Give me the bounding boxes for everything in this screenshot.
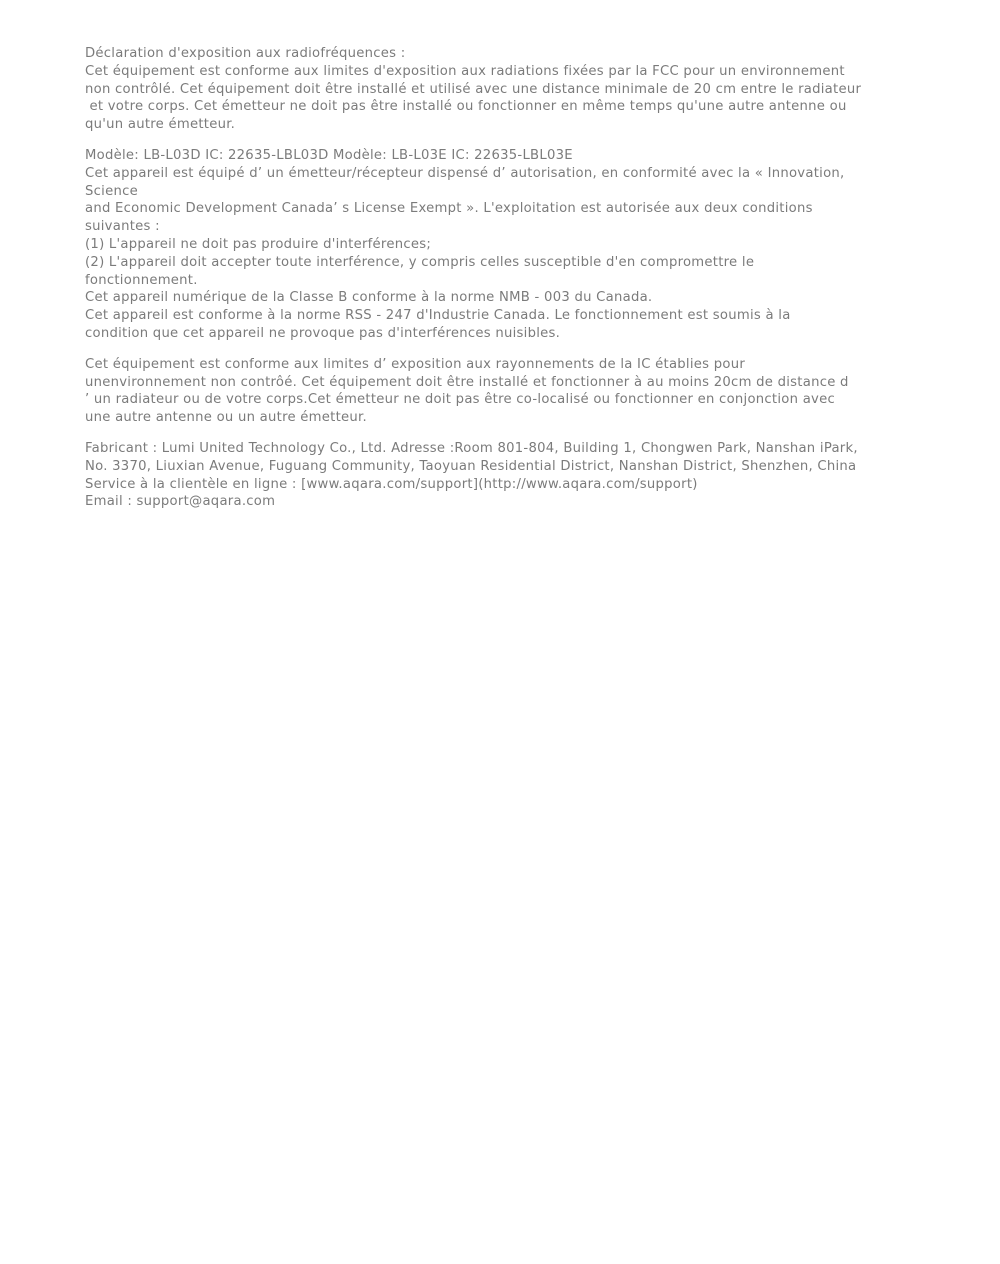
text-line: fonctionnement. xyxy=(85,272,198,288)
paragraph-model-and-ic-certification xyxy=(85,147,950,343)
text-line: Email : support@aqara.com xyxy=(85,494,276,510)
text-line: suivantes : xyxy=(85,219,160,235)
text-line: Science xyxy=(85,183,138,199)
text-line: Cet équipement est conforme aux limites d’ exposition aux rayonnements de la IC établies pour xyxy=(85,356,746,372)
text-line: Fabricant : Lumi United Technology Co., Ltd. Adresse :Room 801-804, Building 1, Chongwen Park, Nanshan iPark, xyxy=(85,440,858,456)
text-line: qu'un autre émetteur. xyxy=(85,117,236,133)
paragraph-rf-exposure-statement xyxy=(85,45,950,134)
text-line: No. 3370, Liuxian Avenue, Fuguang Community, Taoyuan Residential District, Nanshan District, Shenzhen, China xyxy=(85,458,857,474)
text-line: et votre corps. Cet émetteur ne doit pas être installé ou fonctionner en même temps qu'une autre antenne ou xyxy=(85,99,847,115)
text-line: Service à la clientèle en ligne : [www.aqara.com/support](http://www.aqara.com/support) xyxy=(85,476,698,492)
text-line: condition que cet appareil ne provoque pas d'interférences nuisibles. xyxy=(85,325,561,341)
text-line: and Economic Development Canada’ s License Exempt ». L'exploitation est autorisée aux deux conditions xyxy=(85,201,813,217)
text-line: unenvironnement non contrôé. Cet équipement doit être installé et fonctionner à au moins 20cm de distance d xyxy=(85,374,849,390)
document-text-body xyxy=(85,45,950,511)
text-line: Cet équipement est conforme aux limites d'exposition aux radiations fixées par la FCC pour un environnement xyxy=(85,63,845,79)
text-line: Déclaration d'exposition aux radiofréquences : xyxy=(85,46,406,61)
paragraph-manufacturer-and-contact xyxy=(85,440,950,511)
text-line: Modèle: LB-L03D IC: 22635-LBL03D Modèle: LB-L03E IC: 22635-LBL03E xyxy=(85,147,573,163)
text-line: une autre antenne ou un autre émetteur. xyxy=(85,410,367,426)
paragraph-ic-rf-exposure-statement xyxy=(85,356,950,427)
text-line: ’ un radiateur ou de votre corps.Cet émetteur ne doit pas être co-localisé ou fonctionner en conjonction avec xyxy=(85,392,835,408)
text-line: Cet appareil numérique de la Classe B conforme à la norme NMB - 003 du Canada. xyxy=(85,290,653,306)
text-line: Cet appareil est conforme à la norme RSS - 247 d'Industrie Canada. Le fonctionnement est soumis à la xyxy=(85,308,791,324)
text-line: (1) L'appareil ne doit pas produire d'interférences; xyxy=(85,236,432,252)
text-line: Cet appareil est équipé d’ un émetteur/récepteur dispensé d’ autorisation, en conformité avec la « Innovation, xyxy=(85,165,845,181)
text-line: (2) L'appareil doit accepter toute interférence, y compris celles susceptible d'en compromettre le xyxy=(85,254,755,270)
text-line: non contrôlé. Cet équipement doit être installé et utilisé avec une distance minimale de 20 cm entre le radiateur xyxy=(85,81,862,97)
